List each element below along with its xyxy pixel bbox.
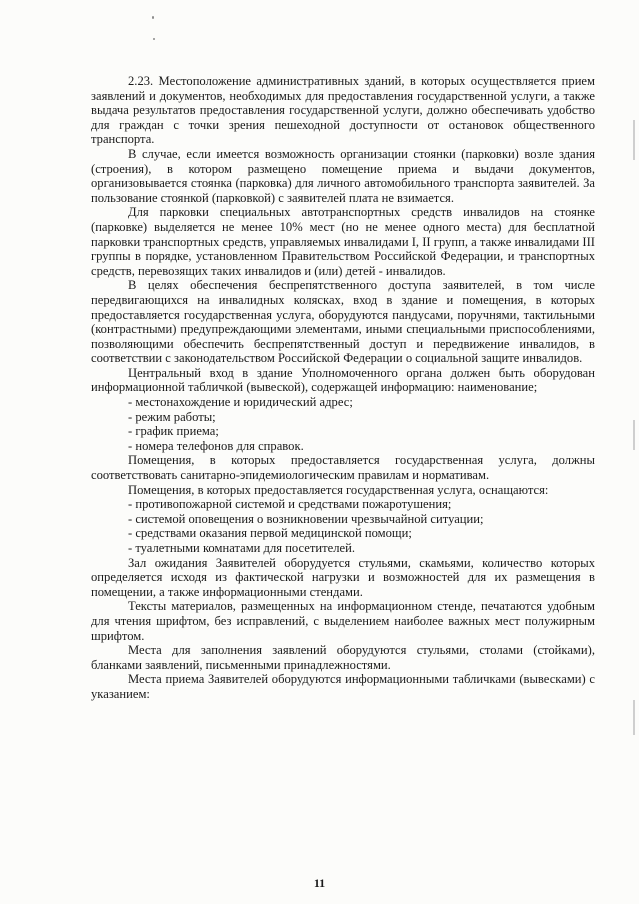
paragraph: В случае, если имеется возможность организации стоянки (парковки) возле здания (строения), в котором размещено помещение приема и выдачи документов, организовывается стоянка (парковка) для личного автомобильного транспорта заявителей. За пользование стоянкой (парковкой) с заявителей плата не взимается. bbox=[91, 146, 595, 205]
list-item: - график приема; bbox=[128, 424, 219, 439]
paragraph: Места приема Заявителей оборудуются информационными табличками (вывесками) с указанием: bbox=[91, 672, 595, 701]
paragraph: Центральный вход в здание Уполномоченного органа должен быть оборудован информационной табличкой (вывеской), содержащей информацию: наименование; bbox=[91, 365, 595, 395]
list-item: - туалетными комнатами для посетителей. bbox=[128, 541, 355, 555]
paragraph: Тексты материалов, размещенных на информационном стенде, печатаются удобным для чтения шрифтом, без исправлений, с выделением наиболее важных мест полужирным шрифтом. bbox=[91, 599, 595, 643]
scan-edge-mark bbox=[633, 420, 635, 450]
paragraph: Помещения, в которых предоставляется государственная услуга, должны соответствовать санитарно-эпидемиологическим правилам и нормативам. bbox=[91, 453, 595, 483]
list-item: - средствами оказания первой медицинской помощи; bbox=[128, 526, 412, 541]
paragraph: 2.23. Местоположение административных зданий, в которых осуществляется прием заявлений и документов, необходимых для предоставления государственной услуги, а также выдача результатов предоставления государственной услуги, должно обеспечивать удобство для граждан с точки зрения пешеходной доступности от остановок общественного транспорта. bbox=[91, 74, 595, 147]
list-item: - системой оповещения о возникновении чрезвычайной ситуации; bbox=[128, 511, 484, 526]
paragraph: Для парковки специальных автотранспортных средств инвалидов на стоянке (парковке) выделяется не менее 10% мест (но не менее одного места) для бесплатной парковки транспортных средств, управляемых инвалидами I, II групп, а также инвалидами III группы в порядке, установленном Правительством Российской Федерации, и транспортных средств, перевозящих таких инвалидов и (или) детей - инвалидов. bbox=[91, 205, 595, 278]
scan-speck bbox=[153, 38, 155, 40]
paragraph: В целях обеспечения беспрепятственного доступа заявителей, в том числе передвигающихся на инвалидных колясках, вход в здание и помещения, в которых предоставляется государственная услуга, оборудуются пандусами, поручнями, тактильными (контрастными) предупреждающими элементами, иными специальными приспособлениями, позволяющими обеспечить беспрепятственный доступ и передвижение инвалидов, в соответствии с законодательством Российской Федерации о социальной защите инвалидов. bbox=[91, 278, 595, 366]
page-number: 11 bbox=[313, 876, 326, 890]
scan-speck bbox=[152, 16, 154, 19]
paragraph: Помещения, в которых предоставляется государственная услуга, оснащаются: bbox=[128, 482, 549, 497]
document-body bbox=[91, 74, 595, 702]
scan-edge-mark bbox=[633, 700, 635, 735]
list-item: - противопожарной системой и средствами пожаротушения; bbox=[128, 497, 452, 512]
paragraph: Зал ожидания Заявителей оборудуется стульями, скамьями, количество которых определяется исходя из фактической нагрузки и возможностей для их размещения в помещении, а также информационными стендами. bbox=[91, 555, 595, 599]
list-item: - номера телефонов для справок. bbox=[128, 438, 304, 453]
list-item: - режим работы; bbox=[128, 409, 216, 424]
scan-edge-mark bbox=[633, 120, 635, 160]
paragraph: Места для заполнения заявлений оборудуются стульями, столами (стойками), бланками заявлений, письменными принадлежностями. bbox=[91, 643, 595, 672]
list-item: - местонахождение и юридический адрес; bbox=[128, 395, 353, 410]
